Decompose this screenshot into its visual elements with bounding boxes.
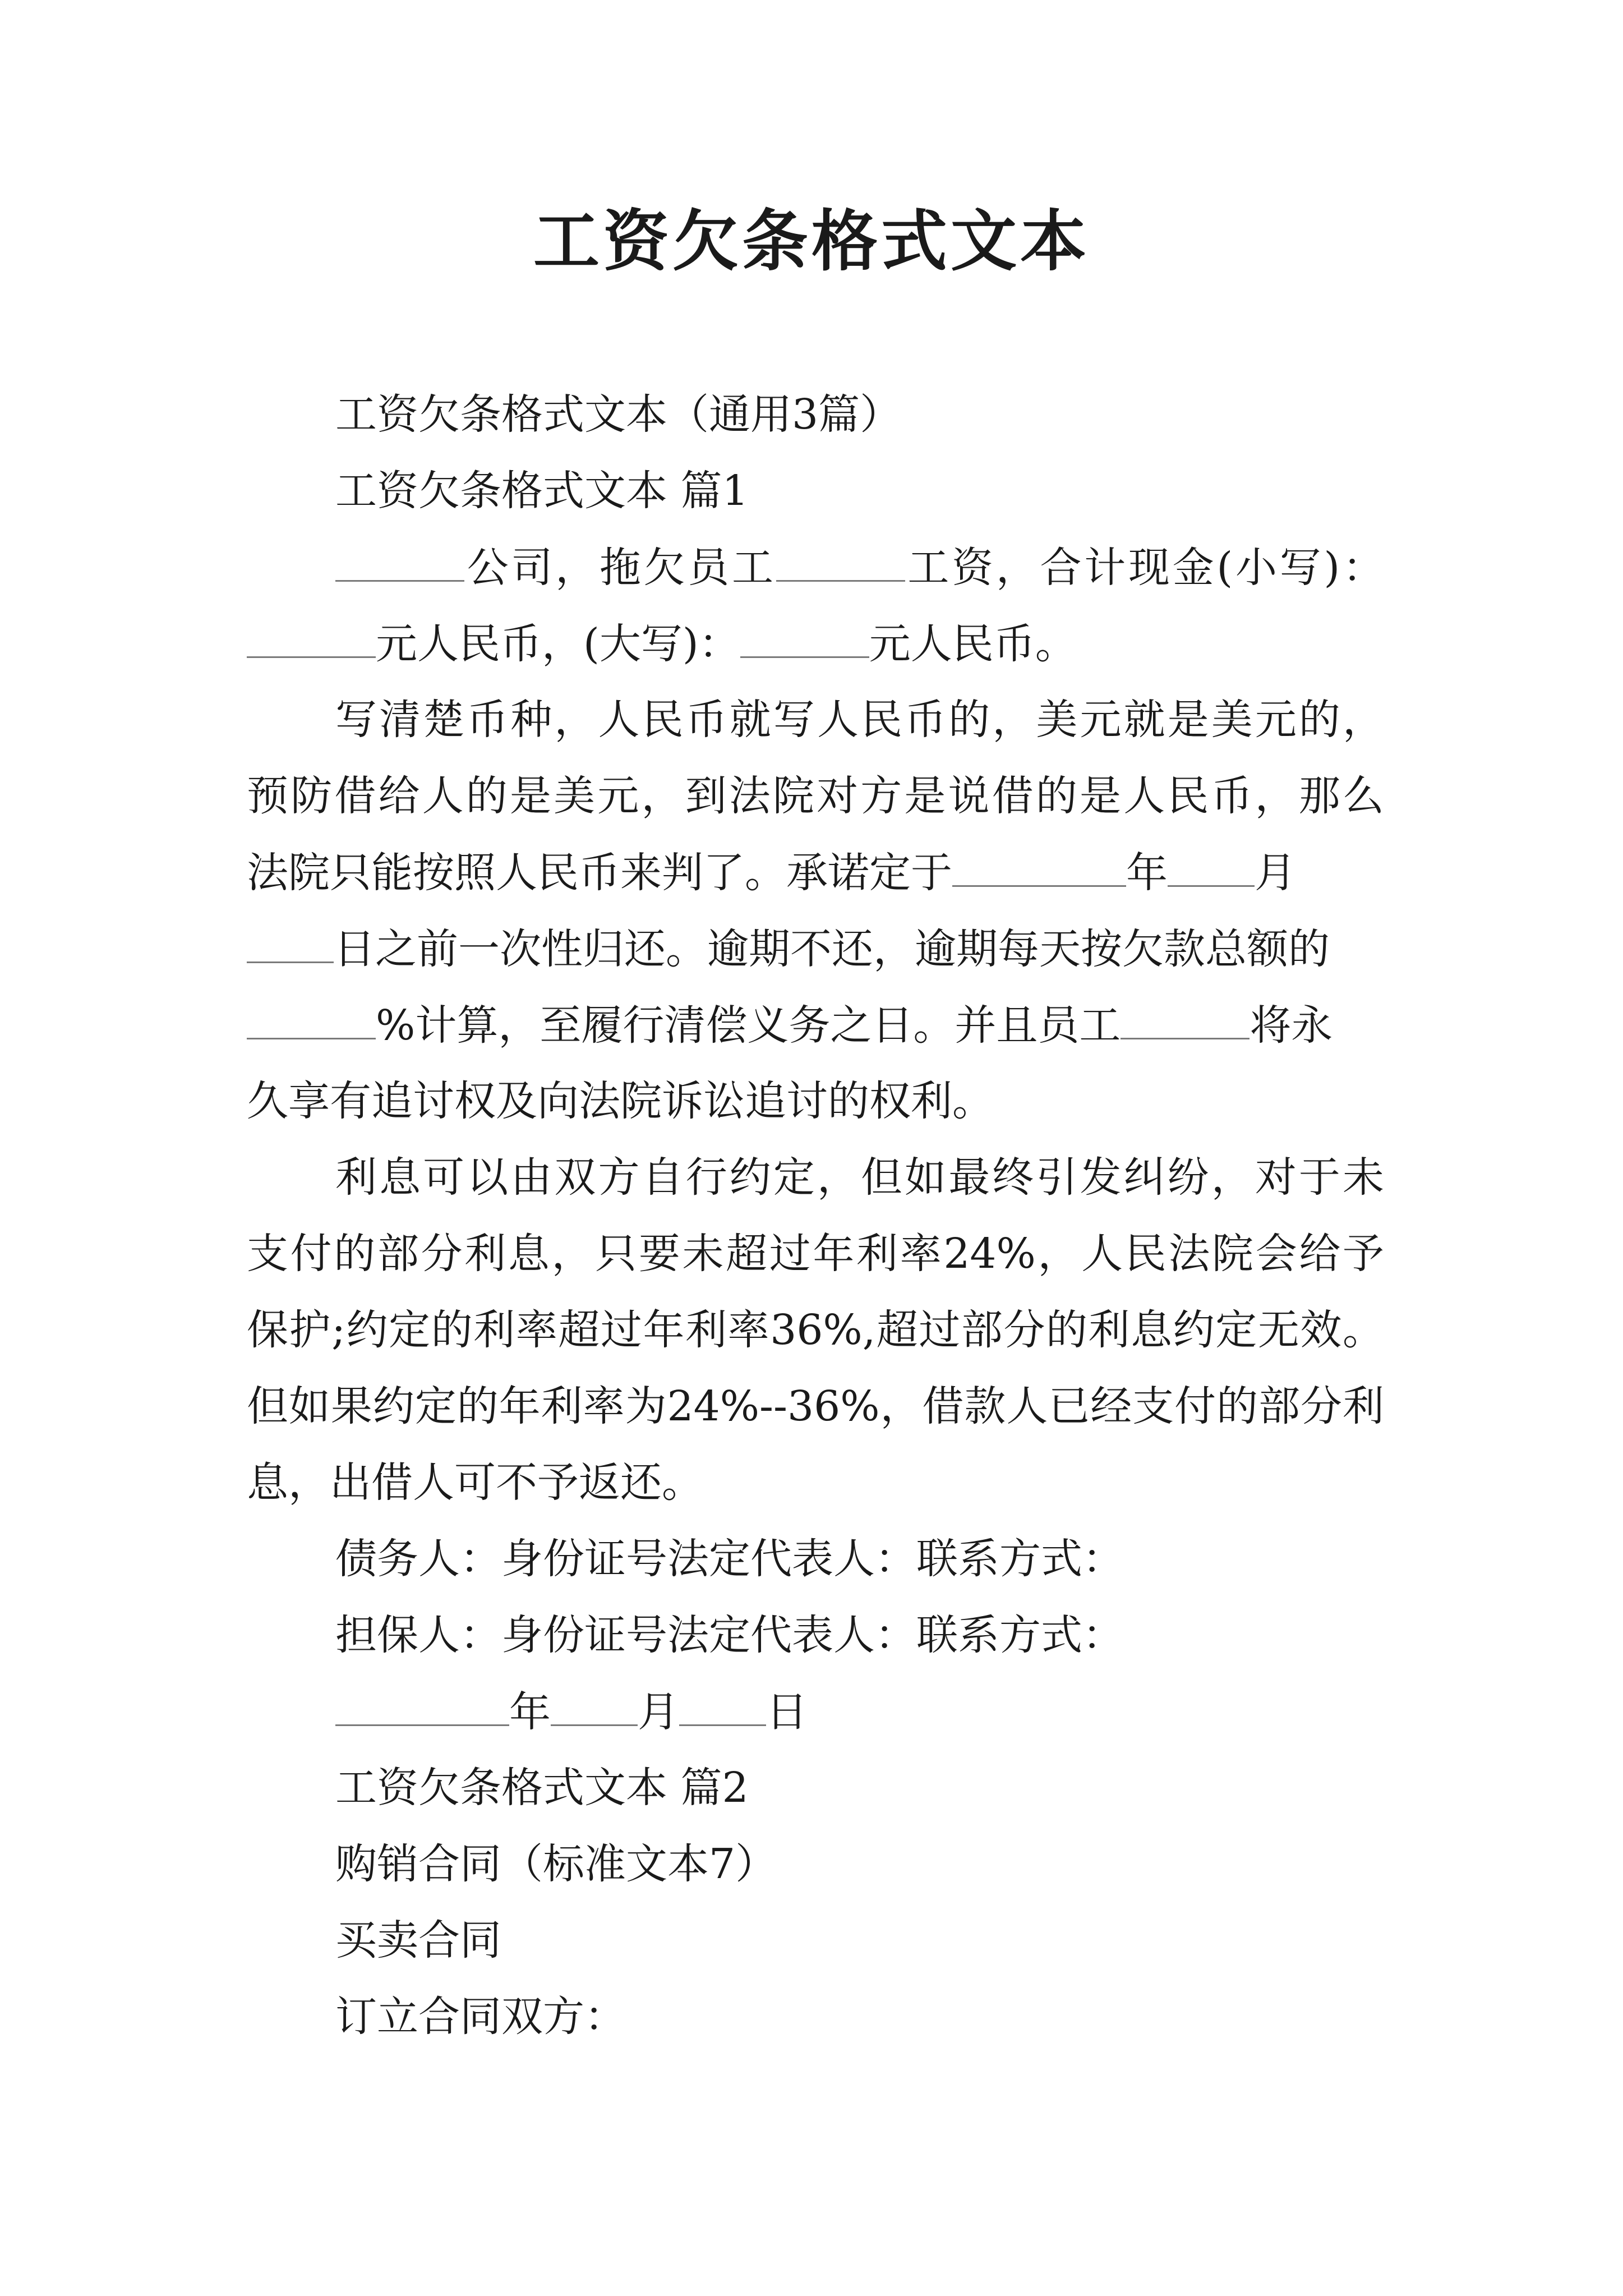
day-blank [247,923,334,963]
year-blank [952,847,1126,887]
interest-line-3: 保护;约定的利率超过年利率36%,超过部分的利息约定无效。 [247,1306,1384,1354]
body-line-5 [247,1000,1332,1051]
employee-name-blank [1121,1000,1249,1039]
amount-lower-blank [247,618,376,658]
interest-line-4: 但如果约定的年利率为24%--36%，借款人已经支付的部分利 [247,1382,1384,1430]
month-blank [1168,847,1255,887]
body-line-2: 预防借给人的是美元，到法院对方是说借的是人民币，那么 [247,772,1384,820]
date-day-label: 日 [766,1688,808,1736]
body-text-5b: 将永 [1249,1001,1333,1050]
body-line-3 [247,847,1296,898]
body-text-5a: %计算，至履行清偿义务之日。并且员工 [376,1001,1121,1050]
amount-upper-blank [740,618,869,658]
sign-day-blank [679,1686,766,1726]
guarantor-line: 担保人：身份证号法定代表人：联系方式： [335,1611,1124,1659]
body-line-1: 写清楚币种，人民币就写人民币的，美元就是美元的， [335,696,1384,744]
body-line-6: 久享有追讨权及向法院诉讼追讨的权利。 [247,1077,994,1125]
contract-parties: 订立合同双方： [335,1993,626,2041]
document-title: 工资欠条格式文本 [533,202,1090,280]
contract-title: 购销合同（标准文本7） [335,1840,777,1888]
iou-text-2a: 元人民币，(大写)： [376,620,740,668]
debtor-line: 债务人：身份证号法定代表人：联系方式： [335,1535,1124,1583]
iou-line-2 [247,618,1077,669]
company-blank [335,542,464,582]
interest-line-1: 利息可以由双方自行约定，但如最终引发纠纷，对于未 [335,1153,1384,1202]
section-heading-1: 工资欠条格式文本 篇1 [335,467,749,515]
sign-month-blank [551,1686,638,1726]
interest-line-2: 支付的部分利息，只要未超过年利率24%，人民法院会给予 [247,1230,1384,1278]
sign-year-blank [335,1686,509,1726]
iou-text-1a: 公司，拖欠员工 [464,544,776,592]
contract-type: 买卖合同 [335,1916,501,1964]
employee-blank [776,542,905,582]
body-line-4 [247,923,1330,974]
body-text-4: 日之前一次性归还。逾期不还，逾期每天按欠款总额的 [334,925,1330,973]
section-heading-2: 工资欠条格式文本 篇2 [335,1764,749,1812]
interest-line-5: 息，出借人可不予返还。 [247,1458,703,1507]
subtitle: 工资欠条格式文本（通用3篇） [335,390,902,439]
iou-text-2b: 元人民币。 [869,620,1077,668]
date-line [335,1686,808,1737]
body-text-3b: 年 [1126,849,1168,897]
body-text-3a: 法院只能按照人民币来判了。承诺定于 [247,849,952,897]
iou-text-1b: 工资，合计现金(小写)： [905,544,1384,592]
iou-line-1 [335,542,1384,593]
date-year-label: 年 [509,1688,551,1736]
body-text-3c: 月 [1255,849,1296,897]
percent-blank [247,1000,376,1039]
date-month-label: 月 [638,1688,679,1736]
